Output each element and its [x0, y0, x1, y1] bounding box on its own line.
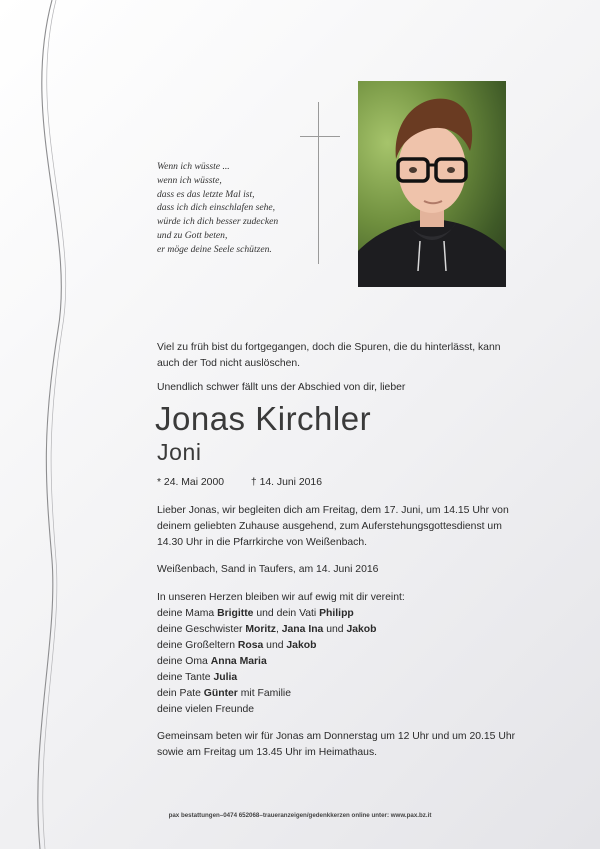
footer-text: pax bestattungen–0474 652068–traueranzeigen/gedenkkerzen online unter: www.pax.bz.it — [168, 812, 432, 819]
portrait-photo — [358, 81, 506, 287]
cross-icon — [318, 102, 319, 264]
life-dates — [157, 475, 346, 491]
mourner-line: deine Tante Julia — [157, 672, 238, 683]
mourner-line: deine Großeltern Rosa und Jakob — [157, 640, 317, 651]
mourner-line: deine Geschwister Moritz, Jana Ina und Jakob — [157, 624, 377, 635]
death-date: † 14. Juni 2016 — [250, 477, 322, 488]
mourner-line: dein Pate Günter mit Familie — [157, 688, 291, 699]
poem-line: wenn ich wüsste, — [157, 174, 222, 186]
cross-icon-bar — [300, 136, 340, 137]
poem-line: und zu Gott beten, — [157, 229, 228, 241]
deceased-nickname: Joni — [157, 439, 202, 465]
poem-line: würde ich dich besser zudecken — [157, 216, 279, 228]
funeral-info: Lieber Jonas, wir begleiten dich am Freitag, dem 17. Juni, um 14.15 Uhr von deinem geliebten Zuhause ausgehend, zum Auferstehungsgottesdienst um 14.30 Uhr in die Pfarrkirche von Weißenbach. — [157, 505, 509, 548]
birth-date: * 24. Mai 2000 — [157, 477, 225, 488]
intro-text: Viel zu früh bist du fortgegangen, doch die Spuren, die du hinterlässt, kann auch der Tod nicht auslöschen. — [157, 342, 501, 369]
prayer-info: Gemeinsam beten wir für Jonas am Donnerstag um 12 Uhr und um 20.15 Uhr sowie am Freitag um 13.45 Uhr im Heimathaus. — [157, 731, 516, 758]
poem-line: Wenn ich wüsste ... — [157, 161, 230, 172]
deceased-name: Jonas Kirchler — [155, 400, 372, 437]
poem — [157, 160, 322, 257]
mourner-line: deine vielen Freunde — [157, 704, 255, 715]
lead-text: Unendlich schwer fällt uns der Abschied von dir, lieber — [157, 382, 406, 393]
place-date: Weißenbach, Sand in Taufers, am 14. Juni 2016 — [157, 564, 379, 575]
mourners-list — [157, 590, 517, 718]
poem-line: dass ich dich einschlafen sehe, — [157, 202, 276, 214]
poem-line: dass es das letzte Mal ist, — [157, 188, 255, 200]
mourner-line: deine Mama Brigitte und dein Vati Philipp — [157, 608, 354, 619]
mourner-line: deine Oma Anna Maria — [157, 656, 267, 667]
mourners-heading: In unseren Herzen bleiben wir auf ewig mit dir vereint: — [157, 592, 405, 603]
poem-line: er möge deine Seele schützen. — [157, 243, 272, 255]
